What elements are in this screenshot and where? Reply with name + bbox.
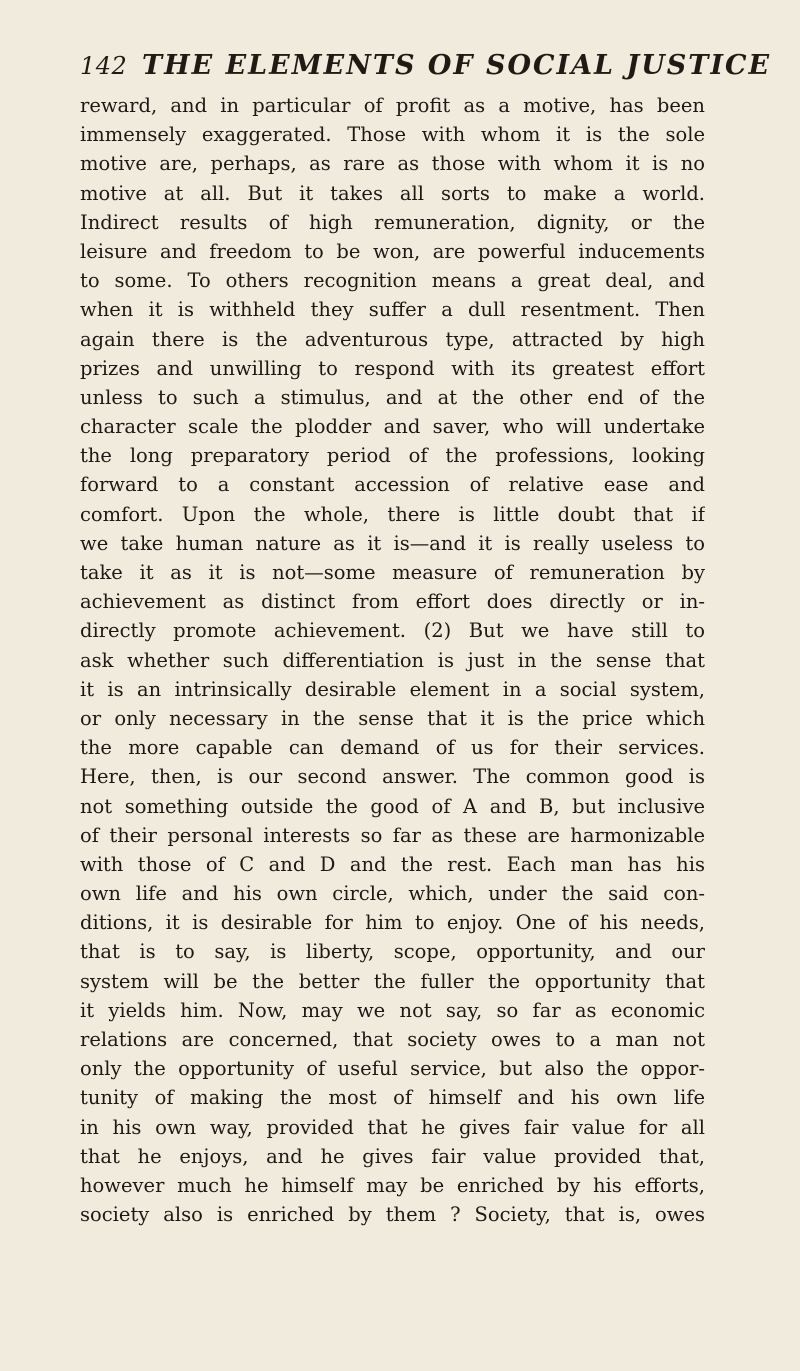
text-line: the more capable can demand of us for their services. xyxy=(80,736,705,760)
text-line: prizes and unwilling to respond with its greatest effort xyxy=(80,356,705,380)
text-line: immensely exaggerated. Those with whom it is the sole xyxy=(80,123,705,147)
text-line: ask whether such differentiation is just in the sense that xyxy=(80,648,705,672)
text-line: ditions, it is desirable for him to enjoy. One of his needs, xyxy=(80,911,705,935)
text-line: achievement as distinct from effort does directly or in- xyxy=(80,590,705,614)
text-line: directly promote achievement. (2) But we have still to xyxy=(80,619,705,643)
text-line: motive are, perhaps, as rare as those with whom it is no xyxy=(80,152,705,176)
text-line: unless to such a stimulus, and at the other end of the xyxy=(80,385,705,409)
text-line: forward to a constant accession of relative ease and xyxy=(80,473,705,497)
text-line: motive at all. But it takes all sorts to make a world. xyxy=(80,181,705,205)
text-line: Indirect results of high remuneration, dignity, or the xyxy=(80,210,705,234)
text-line: the long preparatory period of the professions, looking xyxy=(80,444,705,468)
text-line: that he enjoys, and he gives fair value provided that, xyxy=(80,1144,705,1168)
text-line: it yields him. Now, may we not say, so far as economic xyxy=(80,998,705,1022)
text-line: society also is enriched by them ? Society, that is, owes xyxy=(80,1203,705,1227)
text-line: system will be the better the fuller the opportunity that xyxy=(80,969,705,993)
page-number: 142 xyxy=(80,52,128,80)
page-header xyxy=(80,50,772,90)
text-line: to some. To others recognition means a great deal, and xyxy=(80,269,705,293)
text-line: it is an intrinsically desirable element in a social system, xyxy=(80,677,705,701)
text-line: take it as it is not—some measure of remuneration by xyxy=(80,561,705,584)
text-line: however much he himself may be enriched by his efforts, xyxy=(80,1173,705,1197)
text-line: own life and his own circle, which, under the said con- xyxy=(80,882,705,906)
text-line: reward, and in particular of profit as a motive, has been xyxy=(80,94,705,117)
text-line: we take human nature as it is—and it is really useless to xyxy=(80,531,705,555)
text-line: tunity of making the most of himself and his own life xyxy=(80,1086,705,1110)
text-line: that is to say, is liberty, scope, opportunity, and our xyxy=(80,940,705,964)
text-line: character scale the plodder and saver, who will undertake xyxy=(80,415,705,439)
text-line: or only necessary in the sense that it is the price which xyxy=(80,706,705,730)
text-line: with those of C and D and the rest. Each man has his xyxy=(80,852,705,876)
text-line: leisure and freedom to be won, are powerful inducements xyxy=(80,239,705,263)
text-line: in his own way, provided that he gives fair value for all xyxy=(80,1115,705,1139)
text-line: again there is the adventurous type, attracted by high xyxy=(80,327,705,351)
body-text xyxy=(80,91,705,1229)
running-title: THE ELEMENTS OF SOCIAL JUSTICE xyxy=(142,50,772,81)
text-line: only the opportunity of useful service, but also the oppor- xyxy=(80,1057,705,1081)
text-line: Here, then, is our second answer. The common good is xyxy=(80,765,705,789)
text-line: when it is withheld they suffer a dull resentment. Then xyxy=(80,298,705,322)
text-line: relations are concerned, that society owes to a man not xyxy=(80,1028,705,1051)
text-line: comfort. Upon the whole, there is little doubt that if xyxy=(80,502,705,526)
text-line: of their personal interests so far as these are harmonizable xyxy=(80,823,705,847)
text-line: not something outside the good of A and B, but inclusive xyxy=(80,794,705,818)
